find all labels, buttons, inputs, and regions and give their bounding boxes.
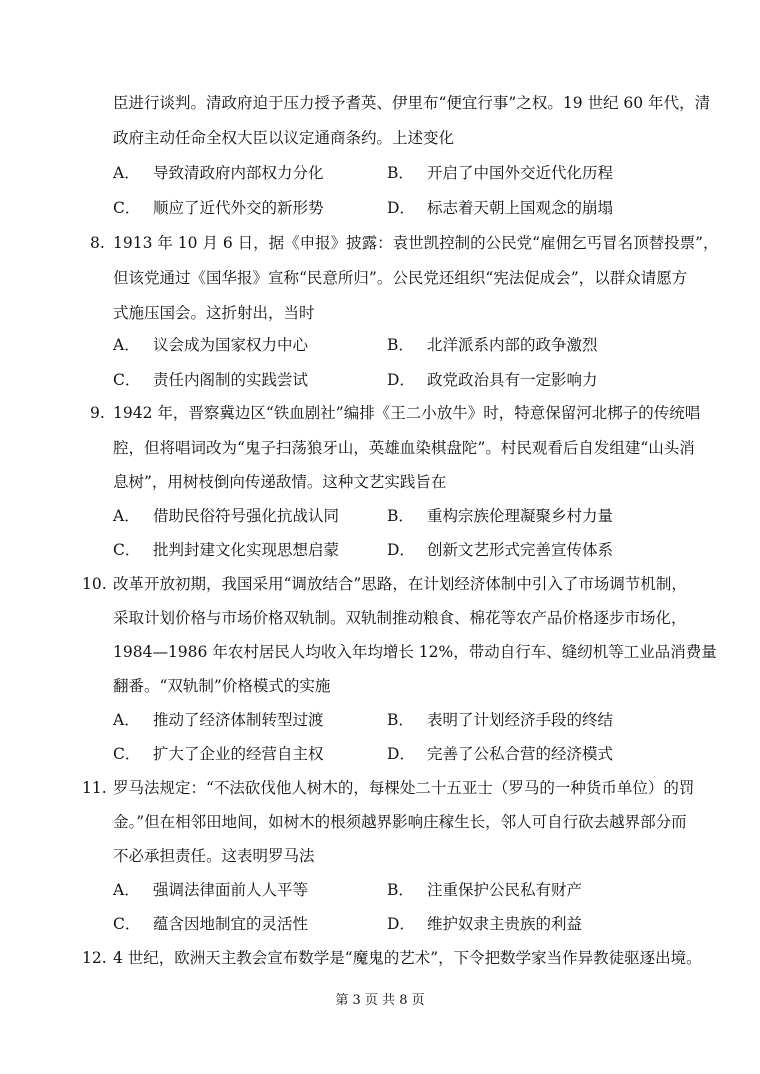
q11-line-3: 不必承担责任。这表明罗马法 xyxy=(113,847,315,865)
q12-number: 12. xyxy=(82,949,107,967)
q9-option-a: A． 借助民俗符号强化抗战认同 xyxy=(113,507,340,525)
q10-option-a: A． 推动了经济体制转型过渡 xyxy=(113,711,324,729)
q8-line-3: 式施压国会。这折射出，当时 xyxy=(113,304,315,322)
q8-option-c: C． 责任内阁制的实践尝试 xyxy=(113,371,309,389)
q10-line-2: 采取计划价格与市场价格双轨制。双轨制推动粮食、棉花等农产品价格逐步市场化， xyxy=(113,609,687,627)
q9-line-2: 腔，但将唱词改为“鬼子扫荡狼牙山，英雄血染棋盘陀”。村民观看后自发组建“山头消 xyxy=(113,439,695,457)
q10-option-b: B． 表明了计划经济手段的终结 xyxy=(387,711,614,729)
q9-line-3: 息树”，用树枝倒向传递敌情。这种文艺实践旨在 xyxy=(113,473,447,491)
q7-line-2: 政府主动任命全权大臣以议定通商条约。上述变化 xyxy=(113,129,455,147)
page-footer: 第 3 页 共 8 页 xyxy=(335,993,425,1008)
q7-option-c: C． 顺应了近代外交的新形势 xyxy=(113,199,324,217)
q11-option-c: C． 蕴含因地制宜的灵活性 xyxy=(113,915,309,933)
q8-line-2: 但该党通过《国华报》宣称“民意所归”。公民党还组织“宪法促成会”，以群众请愿方 xyxy=(113,269,688,287)
q11-option-d: D． 维护奴隶主贵族的利益 xyxy=(387,915,583,933)
q10-number: 10. xyxy=(82,575,107,593)
q10-line-3: 1984—1986 年农村居民人均收入年均增长 12%，带动自行车、缝纫机等工业品消费量 xyxy=(113,643,717,661)
q11-option-a: A． 强调法律面前人人平等 xyxy=(113,881,309,899)
q11-line-1: 罗马法规定：“不法砍伐他人树木的，每棵处二十五亚士（罗马的一种货币单位）的罚 xyxy=(113,779,695,797)
q11-line-2: 金。”但在相邻田地间，如树木的根须越界影响庄稼生长，邻人可自行砍去越界部分而 xyxy=(113,813,687,831)
q9-line-1: 1942 年，晋察冀边区“铁血剧社”编排《王二小放牛》时，特意保留河北梆子的传统唱 xyxy=(113,404,701,422)
q12-line-1: 4 世纪，欧洲天主教会宣布数学是“魔鬼的艺术”，下令把数学家当作异教徒驱逐出境。 xyxy=(113,949,702,967)
q10-line-1: 改革开放初期，我国采用“调放结合”思路，在计划经济体制中引入了市场调节机制， xyxy=(113,575,687,593)
q9-option-d: D． 创新文艺形式完善宣传体系 xyxy=(387,541,614,559)
q9-option-c: C． 批判封建文化实现思想启蒙 xyxy=(113,541,340,559)
q10-line-4: 翻番。“双轨制”价格模式的实施 xyxy=(113,677,331,695)
q8-line-1: 1913 年 10 月 6 日，据《申报》披露：袁世凯控制的公民党“雇佣乞丐冒名顶替投票”， xyxy=(113,234,719,252)
q8-option-a: A． 议会成为国家权力中心 xyxy=(113,336,309,354)
q10-option-c: C． 扩大了企业的经营自主权 xyxy=(113,745,324,763)
q8-option-b: B． 北洋派系内部的政争激烈 xyxy=(387,336,598,354)
q7-option-b: B． 开启了中国外交近代化历程 xyxy=(387,164,614,182)
q7-option-a: A． 导致清政府内部权力分化 xyxy=(113,164,324,182)
q11-option-b: B． 注重保护公民私有财产 xyxy=(387,881,583,899)
q11-number: 11. xyxy=(82,779,107,797)
q8-number: 8. xyxy=(90,234,105,252)
q9-option-b: B． 重构宗族伦理凝聚乡村力量 xyxy=(387,507,614,525)
q8-option-d: D． 政党政治具有一定影响力 xyxy=(387,371,598,389)
q10-option-d: D． 完善了公私合营的经济模式 xyxy=(387,745,614,763)
q7-line-1: 臣进行谈判。清政府迫于压力授予耆英、伊里布“便宜行事”之权。19 世纪 60 年代，清 xyxy=(113,94,711,112)
q9-number: 9. xyxy=(90,404,105,422)
q7-option-d: D． 标志着天朝上国观念的崩塌 xyxy=(387,199,614,217)
